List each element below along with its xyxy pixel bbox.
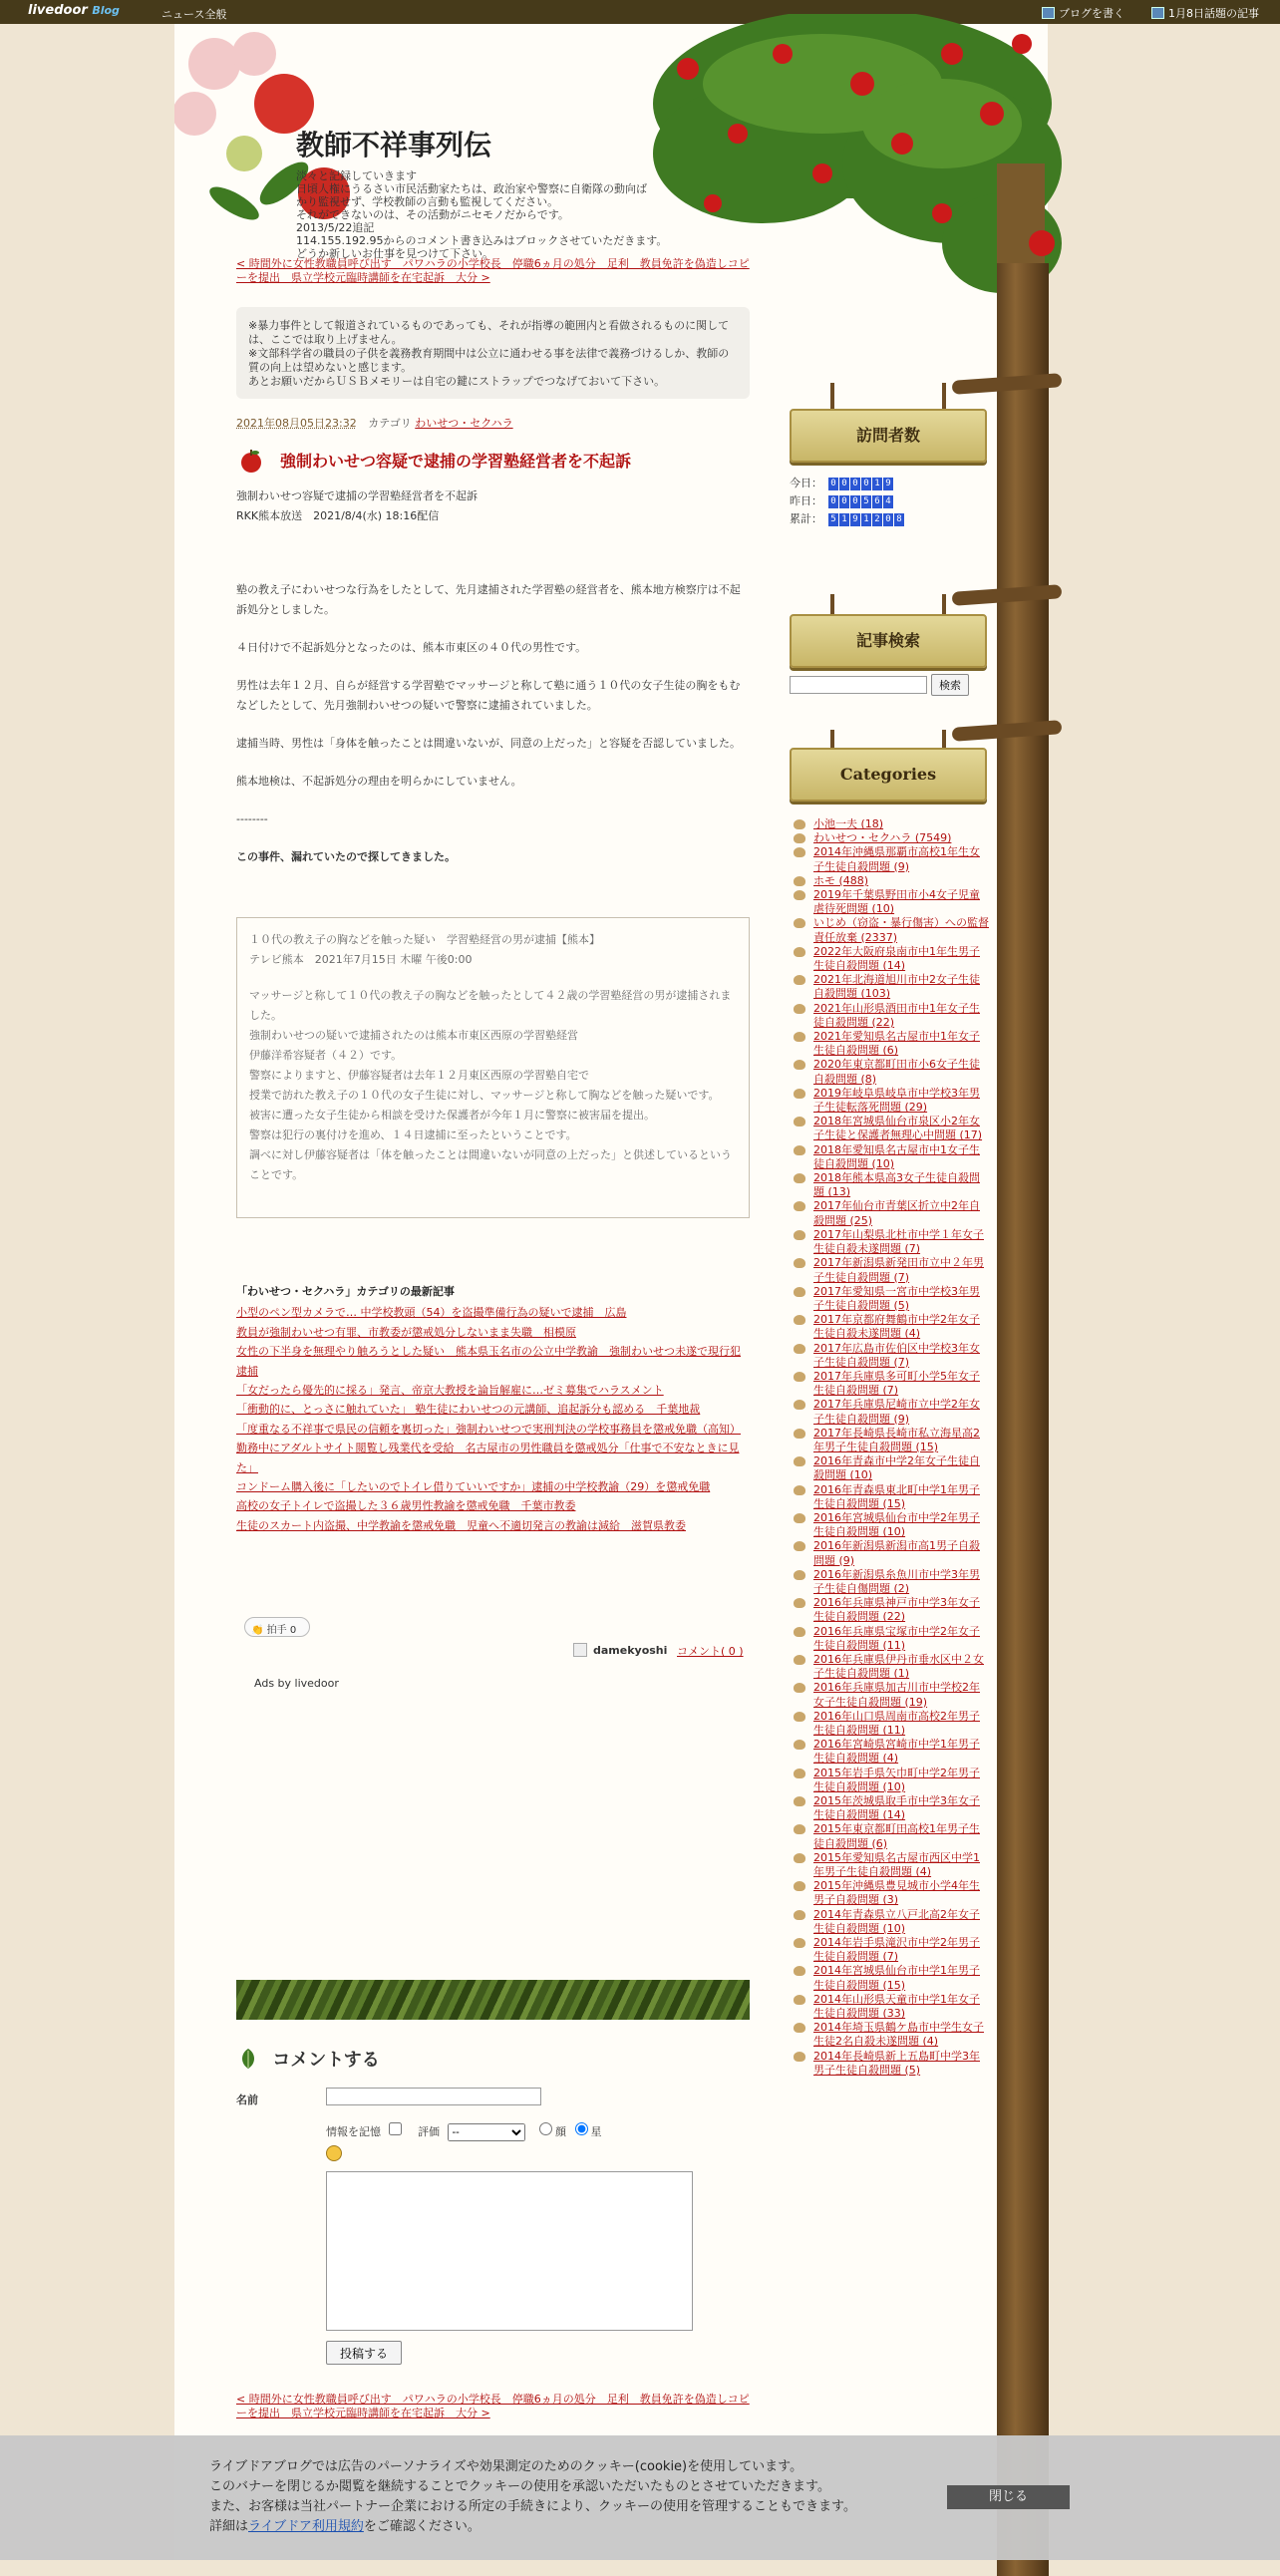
blog-description: [296, 169, 695, 260]
category-link[interactable]: 2015年沖縄県豊見城市小学4年生男子自殺問題 (3): [790, 1879, 989, 1907]
category-link[interactable]: 2016年兵庫県伊丹市垂水区中２女子生徒自殺問題 (1): [790, 1653, 989, 1681]
category-link[interactable]: 2017年長崎県長崎市私立海星高2年男子生徒自殺問題 (15): [790, 1427, 989, 1454]
search-input[interactable]: [790, 676, 927, 694]
name-input[interactable]: [326, 2088, 541, 2105]
post-author[interactable]: damekyoshi: [573, 1643, 667, 1657]
category-link[interactable]: 2016年兵庫県加古川市中学校2年女子生徒自殺問題 (19): [790, 1681, 989, 1709]
counter-digit: 0: [828, 478, 838, 490]
description-line: どうか新しいお仕事を見つけて下さい。: [296, 247, 493, 260]
remember-checkbox[interactable]: [389, 2122, 402, 2135]
category-link[interactable]: 2014年山形県天童市中学1年女子生徒自殺問題 (33): [790, 1993, 989, 2021]
quote-line: テレビ熊本 2021年7月15日 木曜 午後0:00: [249, 953, 473, 966]
clap-button[interactable]: [244, 1617, 310, 1637]
recent-article-link[interactable]: 生徒のスカート内盗撮、中学教諭を懲戒免職 児童へ不適切発言の教諭は減給 滋賀県教委: [236, 1518, 686, 1532]
category-link[interactable]: 2016年兵庫県宝塚市中学2年女子生徒自殺問題 (11): [790, 1625, 989, 1653]
body-line: この事件、漏れていたので探してきました。: [236, 850, 456, 863]
category-link[interactable]: 2019年千葉県野田市小4女子児童虐待死問題 (10): [790, 888, 989, 916]
post-body: [236, 486, 750, 867]
quote-line: １０代の教え子の胸などを触った疑い 学習塾経営の男が逮捕【熊本】: [249, 933, 600, 946]
clap-label: 拍手: [266, 1625, 287, 1636]
today-count: [828, 475, 894, 492]
recent-article-link[interactable]: 「女だったら優先的に採る」発言、帝京大教授を論旨解雇に…ゼミ募集でハラスメント: [236, 1384, 664, 1398]
rating-select[interactable]: [448, 2123, 525, 2141]
category-link[interactable]: 2017年広島市佐伯区中学校3年女子生徒自殺問題 (7): [790, 1342, 989, 1370]
counter-digit: 5: [828, 513, 838, 526]
category-link[interactable]: 2014年宮城県仙台市中学1年男子生徒自殺問題 (15): [790, 1964, 989, 1992]
category-link[interactable]: 2017年仙台市青葉区折立中2年自殺問題 (25): [790, 1199, 989, 1227]
category-link[interactable]: 2014年長崎県新上五島町中学3年男子生徒自殺問題 (5): [790, 2050, 989, 2078]
category-link[interactable]: 2016年宮崎県宮崎市中学1年男子生徒自殺問題 (4): [790, 1738, 989, 1766]
recent-article-link[interactable]: 勤務中にアダルトサイト閲覧し残業代を受給 名古屋市の男性職員を懲戒処分「仕事で不安なときに見た」: [236, 1442, 740, 1474]
tree-trunk-decoration: [997, 263, 1049, 2576]
counter-digit: 8: [894, 513, 904, 526]
description-line: 淡々と記録していきます: [296, 169, 417, 182]
write-blog-link[interactable]: ブログを書く: [1042, 5, 1124, 21]
leaf-icon: [238, 2048, 258, 2070]
description-line: 日頃人権にうるさい市民活動家たちは、政治家や警察に自衛隊の動向ば: [296, 182, 647, 195]
cookie-line: 詳細はライブドア利用規約をご確認ください。: [209, 2519, 480, 2534]
category-link[interactable]: 2015年東京都町田高校1年男子生徒自殺問題 (6): [790, 1822, 989, 1850]
comment-form-heading: コメントする: [238, 2046, 380, 2072]
counter-digit: 1: [872, 478, 882, 490]
counter-digit: 5: [861, 495, 871, 508]
post-title[interactable]: 強制わいせつ容疑で逮捕の学習塾経営者を不起訴: [280, 452, 632, 471]
category-link[interactable]: 2017年山梨県北杜市中学１年女子生徒自殺未遂問題 (7): [790, 1228, 989, 1256]
counter-digit: 0: [850, 495, 860, 508]
cookie-line: また、お客様は当社パートナー企業における所定の手続きにより、クッキーの使用を管理することもできます。: [209, 2499, 856, 2514]
author-avatar-icon: [573, 1643, 587, 1657]
cookie-line: ライブドアブログでは広告のパーソナライズや効果測定のためのクッキー(cookie)を使用しています。: [209, 2459, 803, 2474]
category-link[interactable]: 2021年山形県酒田市中1年女子生徒自殺問題 (22): [790, 1002, 989, 1030]
quoted-article: [236, 917, 750, 1218]
notice-line: ※暴力事件として報道されているものであっても、それが指導の範囲内と看做されるものに関しては、ここでは取り上げません。: [248, 319, 730, 346]
counter-digit: 2: [872, 513, 882, 526]
counter-digit: 6: [872, 495, 882, 508]
radio-star[interactable]: [575, 2122, 588, 2135]
post-navigation-top[interactable]: < 時間外に女性教職員呼び出す パワハラの小学校長 停職6ヵ月の処分 足利 教員免許を偽造しコピーを提出 県立学校元臨時講師を在宅起訴 大分 >: [236, 257, 750, 284]
body-line: 塾の教え子にわいせつな行為をしたとして、先月逮捕された学習塾の経営者を、熊本地方検察庁は不起訴処分としました。: [236, 583, 741, 616]
ads-by-label: Ads by livedoor: [254, 1677, 339, 1690]
category-link[interactable]: 2016年宮城県仙台市中学2年男子生徒自殺問題 (10): [790, 1511, 989, 1539]
category-link[interactable]: いじめ（窃盗・暴行傷害）への監督責任放棄 (2337): [790, 916, 989, 944]
category-link[interactable]: わいせつ・セクハラ (7549): [790, 831, 989, 845]
body-line: 強制わいせつ容疑で逮捕の学習塾経営者を不起訴: [236, 489, 478, 502]
notice-line: ※文部科学省の職員の子供を義務教育期間中は公立に通わせる事を法律で義務づけるしか、教師の質の向上は望めないと感じます。: [248, 347, 730, 374]
trending-link[interactable]: 1月8日話題の記事: [1151, 5, 1259, 21]
top-bar: [0, 0, 1280, 24]
recent-article-link[interactable]: コンドーム購入後に「したいのでトイレ借りていいですか」逮捕の中学校教諭（29）を懲戒免職: [236, 1480, 711, 1494]
news-link[interactable]: ニュース全般: [161, 8, 227, 21]
post-date[interactable]: 2021年08月05日23:32: [236, 417, 357, 430]
recent-articles: [236, 1282, 750, 1535]
body-line: 熊本地検は、不起訴処分の理由を明らかにしていません。: [236, 775, 522, 788]
yesterday-count: [828, 492, 894, 510]
total-label: 累計：: [790, 512, 822, 525]
quote-line: 警察は犯行の裏付けを進め、１４日逮捕に至ったということです。: [249, 1128, 577, 1141]
apple-icon: [238, 448, 264, 474]
recent-article-link[interactable]: 教員が強制わいせつ有罪、市教委が懲戒処分しないまま失職 相模原: [236, 1325, 576, 1339]
category-link[interactable]: 2019年岐阜県岐阜市中学校3年男子生徒転落死問題 (29): [790, 1087, 989, 1115]
cookie-close-button[interactable]: 閉じる: [947, 2485, 1070, 2509]
category-link[interactable]: 2014年青森県立八戸北高2年女子生徒自殺問題 (10): [790, 1908, 989, 1936]
quote-line: 伊藤洋希容疑者（４２）です。: [249, 1049, 403, 1062]
category-link[interactable]: 2016年兵庫県神戸市中学3年女子生徒自殺問題 (22): [790, 1596, 989, 1624]
comment-textarea[interactable]: [326, 2171, 693, 2331]
description-line: それができないのは、その活動がニセモノだからです。: [296, 208, 569, 221]
category-link[interactable]: 2014年埼玉県鶴ケ島市中学生女子生徒2名自殺未遂問題 (4): [790, 2021, 989, 2049]
counter-digit: 4: [883, 495, 893, 508]
counter-digit: 1: [839, 513, 849, 526]
quote-line: 警察によりますと、伊藤容疑者は去年１２月東区西原の学習塾自宅で: [249, 1069, 589, 1082]
categories-sign: Categories: [790, 748, 987, 802]
category-link[interactable]: 2021年北海道旭川市中2女子生徒自殺問題 (103): [790, 973, 989, 1001]
clap-icon: 👏: [251, 1625, 264, 1636]
search-sign: 記事検索: [790, 614, 987, 668]
cookie-line: このバナーを閉じるか閲覧を継続することでクッキーの使用を承認いただいたものとさせていただきます。: [209, 2479, 830, 2494]
category-link[interactable]: 2016年青森市中学2年女子生徒自殺問題 (10): [790, 1454, 989, 1482]
clap-count: 0: [289, 1625, 297, 1636]
recent-article-link[interactable]: 「衝動的に、とっさに触れていた」 塾生徒にわいせつの元講師、追起訴分も認める 千葉地裁: [236, 1403, 701, 1417]
cookie-banner: [0, 2435, 1280, 2560]
recent-articles-heading: 「わいせつ・セクハラ」カテゴリの最新記事: [236, 1285, 455, 1298]
category-link[interactable]: 2017年京都府舞鶴市中学2年女子生徒自殺未遂問題 (4): [790, 1313, 989, 1341]
sign-rope: [942, 383, 946, 411]
category-link[interactable]: 2014年沖縄県那覇市高校1年生女子生徒自殺問題 (9): [790, 845, 989, 873]
category-label: カテゴリ: [368, 417, 412, 430]
radio-face[interactable]: [539, 2122, 552, 2135]
category-link[interactable]: 2016年山口県周南市高校2年男子生徒自殺問題 (11): [790, 1710, 989, 1738]
counter-digit: 0: [883, 513, 893, 526]
search-button[interactable]: 検索: [931, 674, 969, 696]
category-link[interactable]: 2020年東京都町田市小6女子生徒自殺問題 (8): [790, 1058, 989, 1086]
post-category-link[interactable]: わいせつ・セクハラ: [415, 417, 513, 430]
counter-digit: 0: [839, 478, 849, 490]
category-list: [790, 817, 989, 2078]
counter-digit: 0: [861, 478, 871, 490]
category-link[interactable]: 2015年岩手県矢巾町中学2年男子生徒自殺問題 (10): [790, 1767, 989, 1794]
total-count: [828, 510, 905, 528]
comment-count-link[interactable]: コメント( 0 ): [677, 1645, 744, 1658]
category-link[interactable]: 2021年愛知県名古屋市中1年女子生徒自殺問題 (6): [790, 1030, 989, 1058]
category-link[interactable]: 2018年愛知県名古屋市中1女子生徒自殺問題 (10): [790, 1143, 989, 1171]
body-line: RKK熊本放送 2021/8/4(水) 18:16配信: [236, 509, 440, 522]
category-link[interactable]: 小池一夫 (18): [790, 817, 989, 831]
radio-face-label: 顔: [555, 2125, 566, 2138]
cookie-text: [209, 2457, 856, 2537]
description-line: 2013/5/22追記: [296, 221, 375, 234]
sign-rope: [830, 383, 834, 411]
recent-article-link[interactable]: 小型のペン型カメラで… 中学校教頭（54）を盗撮準備行為の疑いで逮捕 広島: [236, 1306, 627, 1320]
calendar-icon: [1151, 7, 1164, 19]
livedoor-logo[interactable]: livedoor Blog: [28, 3, 120, 18]
post-navigation-bottom[interactable]: < 時間外に女性教職員呼び出す パワハラの小学校長 停職6ヵ月の処分 足利 教員免許を偽造しコピーを提出 県立学校元臨時講師を在宅起訴 大分 >: [236, 2393, 750, 2419]
visitors-sign: 訪問者数: [790, 409, 987, 463]
quote-line: マッサージと称して１０代の教え子の胸などを触ったとして４２歳の学習塾経営の男が逮捕されました。: [249, 989, 732, 1022]
recent-article-link[interactable]: 高校の女子トイレで盗撮した３６歳男性教諭を懲戒免職 千葉市教委: [236, 1499, 576, 1513]
notice-line: あとお願いだからＵＳＢメモリーは自宅の鍵にストラップでつなげておいて下さい。: [248, 375, 666, 388]
quote-line: 授業で訪れた教え子の１０代の女子生徒に対し、マッサージと称して胸などを触った疑いです。: [249, 1089, 720, 1102]
description-line: かり監視せず、学校教師の言動も監視してください。: [296, 195, 559, 208]
quote-line: 強制わいせつの疑いで逮捕されたのは熊本市東区西原の学習塾経営: [249, 1029, 578, 1042]
category-link[interactable]: 2015年茨城県取手市中学3年女子生徒自殺問題 (14): [790, 1794, 989, 1822]
category-link[interactable]: 2017年愛知県一宮市中学校3年男子生徒自殺問題 (5): [790, 1285, 989, 1313]
page: [174, 24, 1048, 2560]
body-line: 男性は去年１２月、自らが経営する学習塾でマッサージと称して塾に通う１０代の女子生徒の胸をもむなどしたとして、先月強制わいせつの疑いで警察に逮捕されていました。: [236, 679, 741, 712]
category-link[interactable]: 2022年大阪府泉南市中1年生男子生徒自殺問題 (14): [790, 945, 989, 973]
section-divider: [236, 1980, 750, 2020]
quote-line: 被害に遭った女子生徒から相談を受けた保護者が今年１月に警察に被害届を提出。: [249, 1109, 655, 1122]
post-meta: [236, 415, 513, 431]
counter-digit: 9: [883, 478, 893, 490]
counter-digit: 1: [861, 513, 871, 526]
recent-article-link[interactable]: 女性の下半身を無理やり触ろうとした疑い 熊本県玉名市の公立中学教諭 強制わいせつ未遂で現行犯逮捕: [236, 1345, 741, 1378]
category-link[interactable]: 2016年新潟県新潟市高1男子自殺問題 (9): [790, 1539, 989, 1567]
quote-line: 調べに対し伊藤容疑者は「体を触ったことは間違いないが同意の上だった」と供述しているということです。: [249, 1148, 732, 1181]
body-line: 逮捕当時、男性は「身体を触ったことは間違いないが、同意の上だった」と容疑を否認していました。: [236, 737, 741, 750]
category-link[interactable]: 2016年新潟県糸魚川市中学3年男子生徒自傷問題 (2): [790, 1568, 989, 1596]
counter-digit: 9: [850, 513, 860, 526]
description-line: 114.155.192.95からのコメント書き込みはブロックさせていただきます。: [296, 234, 668, 247]
category-link[interactable]: 2017年兵庫県多可町小学5年女子生徒自殺問題 (7): [790, 1370, 989, 1398]
today-label: 今日：: [790, 477, 822, 489]
remember-label: 情報を記憶: [326, 2125, 381, 2138]
category-link[interactable]: 2017年兵庫県尼崎市立中学2年女子生徒自殺問題 (9): [790, 1398, 989, 1426]
category-link[interactable]: 2018年熊本県高3女子生徒自殺問題 (13): [790, 1171, 989, 1199]
body-line: ４日付けで不起訴処分となったのは、熊本市東区の４０代の男性です。: [236, 641, 587, 654]
category-link[interactable]: 2017年新潟県新発田市立中２年男子生徒自殺問題 (7): [790, 1256, 989, 1284]
category-link[interactable]: 2014年岩手県滝沢市中学2年男子生徒自殺問題 (7): [790, 1936, 989, 1964]
rating-label: 評価: [418, 2125, 440, 2138]
comment-options: [326, 2119, 602, 2141]
recent-article-link[interactable]: 「度重なる不祥事で県民の信頼を裏切った」強制わいせつで実刑判決の学校事務員を懲戒免職（高知）: [236, 1422, 741, 1436]
counter-digit: 0: [850, 478, 860, 490]
visitor-counter: [790, 475, 905, 528]
submit-comment-button[interactable]: 投稿する: [326, 2341, 402, 2365]
category-link[interactable]: 2015年愛知県名古屋市西区中学1年男子生徒自殺問題 (4): [790, 1851, 989, 1879]
notice-box: [236, 307, 750, 399]
radio-star-label: 星: [590, 2125, 602, 2138]
name-label: 名前: [236, 2093, 258, 2106]
counter-digit: 0: [828, 495, 838, 508]
counter-digit: 0: [839, 495, 849, 508]
category-link[interactable]: 2018年宮城県仙台市泉区小2年女子生徒と保護者無理心中問題 (17): [790, 1115, 989, 1142]
blog-title[interactable]: 教師不祥事列伝: [296, 129, 492, 161]
category-link[interactable]: 2016年青森県東北町中学1年男子生徒自殺問題 (15): [790, 1483, 989, 1511]
category-link[interactable]: ホモ (488): [790, 874, 989, 888]
emoticon-icon[interactable]: [326, 2145, 342, 2161]
terms-link[interactable]: ライブドア利用規約: [248, 2519, 364, 2534]
body-line: --------: [236, 812, 268, 825]
yesterday-label: 昨日：: [790, 494, 822, 507]
